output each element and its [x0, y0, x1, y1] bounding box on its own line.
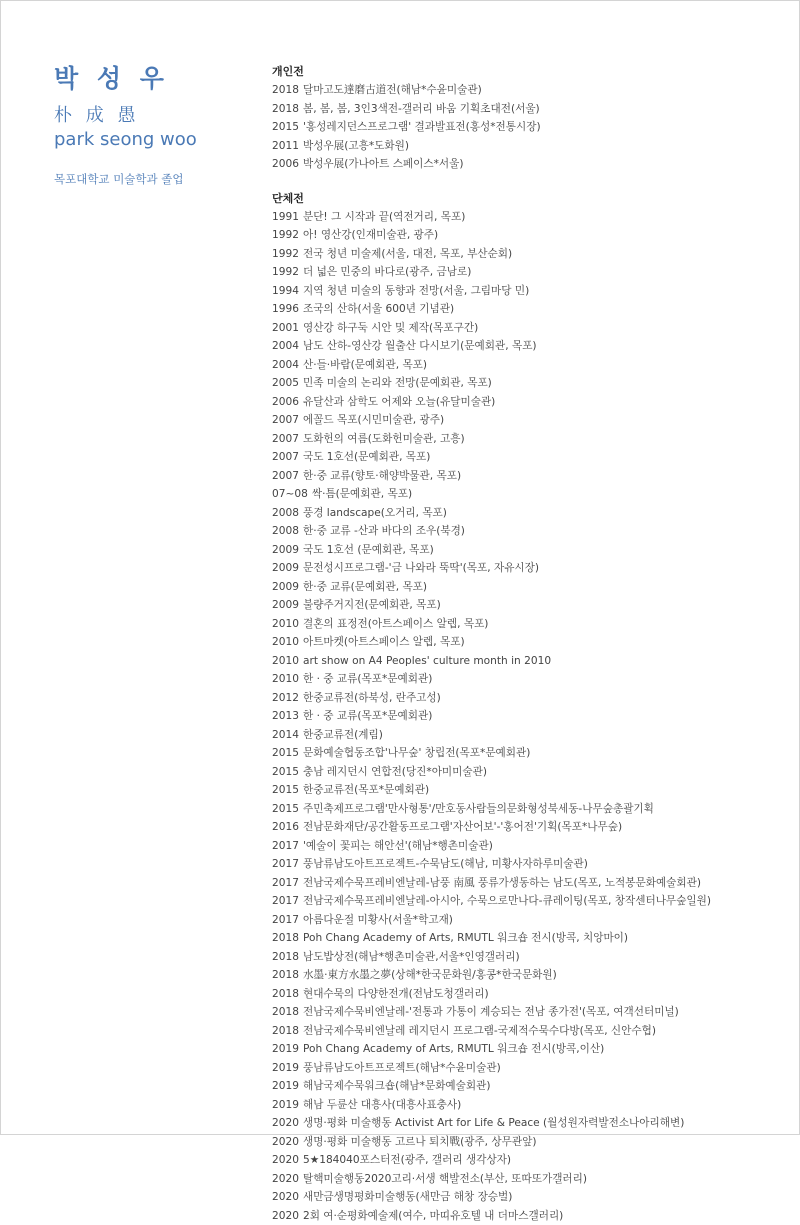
exhibition-year: 2015 [272, 800, 299, 819]
exhibition-entry [272, 800, 792, 819]
exhibition-year: 2007 [272, 430, 299, 449]
group-exhibitions-list [272, 208, 792, 1225]
exhibition-text: 조국의 산하(서울 600년 기념관) [303, 303, 454, 315]
exhibition-year: 2006 [272, 393, 299, 412]
exhibition-text: 한중교류전(목포*문예회관) [303, 784, 429, 796]
exhibition-text: 해남 두륜산 대흥사(대흥사표충사) [303, 1099, 461, 1111]
exhibition-text: 전남국제수묵프레비엔날레-남풍 南風 풍류가생동하는 남도(목포, 노적봉문화예술회관) [303, 877, 701, 889]
exhibition-entry [272, 226, 792, 245]
exhibition-text: 생명·평화 미술행동 고르나 퇴치戰(광주, 상무관앞) [303, 1136, 537, 1148]
exhibition-year: 2018 [272, 966, 299, 985]
artist-name-korean: 박 성 우 [54, 64, 254, 94]
exhibition-year: 2019 [272, 1059, 299, 1078]
exhibition-year: 2009 [272, 596, 299, 615]
exhibition-entry [272, 1040, 792, 1059]
exhibition-year: 2009 [272, 578, 299, 597]
exhibition-entry [272, 448, 792, 467]
exhibition-text: 새만금생명평화미술행동(새만금 해창 장승벌) [303, 1191, 512, 1203]
exhibition-text: 충남 레지던시 연합전(당진*아미미술관) [303, 766, 487, 778]
exhibition-year: 2010 [272, 652, 299, 671]
exhibition-year: 2017 [272, 892, 299, 911]
exhibition-text: 더 넓은 민중의 바다로(광주, 금남로) [303, 266, 471, 278]
exhibition-text: 전남문화재단/공간활동프로그램'자산어보'-'홍어전'기획(목포*나무숲) [303, 821, 622, 833]
exhibition-entry [272, 1188, 792, 1207]
exhibition-entry [272, 504, 792, 523]
exhibition-entry [272, 155, 792, 174]
exhibition-entry [272, 81, 792, 100]
exhibition-year: 2010 [272, 633, 299, 652]
exhibition-year: 2013 [272, 707, 299, 726]
exhibition-year: 2018 [272, 81, 299, 100]
exhibition-year: 2016 [272, 818, 299, 837]
exhibition-entry [272, 985, 792, 1004]
exhibition-text: 한·중 교류(향토·해양박물관, 목포) [303, 470, 461, 482]
exhibition-text: 산·들·바람(문예회관, 목포) [303, 359, 427, 371]
exhibition-entry [272, 485, 792, 504]
exhibition-text: 영산강 하구둑 시안 및 제작(목포구간) [303, 322, 478, 334]
exhibition-text: 한중교류전(하북성, 란주고성) [303, 692, 441, 704]
exhibition-entry [272, 596, 792, 615]
exhibition-entry [272, 1133, 792, 1152]
exhibition-text: 문화예술협동조합'나무숲' 창립전(목포*문예회관) [303, 747, 530, 759]
exhibition-text: 풍남류남도아트프로젝트(해남*수윤미술관) [303, 1062, 501, 1074]
exhibition-text: 전남국제수묵비엔날레 레지던시 프로그램-국제적수묵수다방(목포, 신안수협) [303, 1025, 656, 1037]
exhibition-text: 결혼의 표정전(아트스페이스 알렙, 목포) [303, 618, 488, 630]
exhibition-entry [272, 559, 792, 578]
exhibition-entry [272, 1114, 792, 1133]
exhibition-entry [272, 522, 792, 541]
exhibition-text: 한중교류전(계림) [303, 729, 383, 741]
exhibition-entry [272, 467, 792, 486]
exhibition-entry [272, 263, 792, 282]
exhibition-entry [272, 818, 792, 837]
exhibition-text: 현대수묵의 다양한전개(전남도청갤러리) [303, 988, 489, 1000]
exhibition-text: 한 · 중 교류(목포*문예회관) [303, 673, 432, 685]
exhibition-text: 국도 1호선(문예회관, 목포) [303, 451, 430, 463]
exhibition-entry [272, 245, 792, 264]
exhibition-text: 달마고도達磨古道전(해남*수윤미술관) [303, 84, 482, 96]
exhibition-year: 2007 [272, 448, 299, 467]
exhibition-entry [272, 374, 792, 393]
exhibition-entry [272, 541, 792, 560]
exhibition-text: 남도밥상전(해남*행촌미술관,서울*인영갤러리) [303, 951, 520, 963]
exhibition-text: Poh Chang Academy of Arts, RMUTL 워크숍 전시(방콕,이산) [303, 1043, 604, 1055]
exhibition-year: 2004 [272, 356, 299, 375]
exhibition-text: 水墨·東方水墨之夢(상해*한국문화원/홍콩*한국문화원) [303, 969, 557, 981]
exhibition-entry [272, 689, 792, 708]
exhibition-text: 불량주거지전(문예회관, 목포) [303, 599, 441, 611]
exhibition-year: 2019 [272, 1077, 299, 1096]
solo-exhibitions-list [272, 81, 792, 174]
exhibition-text: 에꼴드 목포(시민미술관, 광주) [303, 414, 444, 426]
exhibition-text: 주민축제프로그램'만사형통'/만호동사람들의문화형성북세동-나무숲총괄기획 [303, 803, 654, 815]
exhibition-year: 2017 [272, 874, 299, 893]
exhibition-entry [272, 1003, 792, 1022]
exhibition-year: 07~08 [272, 485, 308, 504]
exhibition-year: 2015 [272, 118, 299, 137]
exhibition-entry [272, 892, 792, 911]
exhibition-text: 해남국제수묵워크숍(해남*문화예술회관) [303, 1080, 491, 1092]
exhibition-year: 1994 [272, 282, 299, 301]
exhibition-year: 2009 [272, 559, 299, 578]
exhibition-entry [272, 726, 792, 745]
exhibition-year: 2015 [272, 781, 299, 800]
exhibition-text: 남도 산하-영산강 월출산 다시보기(문예회관, 목포) [303, 340, 537, 352]
exhibition-entry [272, 356, 792, 375]
exhibition-year: 2011 [272, 137, 299, 156]
exhibition-year: 1992 [272, 226, 299, 245]
exhibition-text: 분단! 그 시작과 끝(역전거리, 목포) [303, 211, 465, 223]
exhibition-entry [272, 118, 792, 137]
exhibition-entry [272, 300, 792, 319]
artist-name-english: park seong woo [54, 129, 254, 151]
exhibition-year: 2019 [272, 1096, 299, 1115]
exhibition-year: 2018 [272, 1022, 299, 1041]
exhibition-entry [272, 1207, 792, 1225]
exhibition-text: 탈핵미술행동2020고리·서생 핵발전소(부산, 또따또가갤러리) [303, 1173, 587, 1185]
exhibition-entry [272, 137, 792, 156]
exhibition-year: 2018 [272, 1003, 299, 1022]
exhibition-year: 1991 [272, 208, 299, 227]
exhibition-text: 전국 청년 미술제(서울, 대전, 목포, 부산순회) [303, 248, 512, 260]
exhibition-year: 2007 [272, 467, 299, 486]
exhibition-year: 1992 [272, 245, 299, 264]
exhibition-year: 2020 [272, 1114, 299, 1133]
exhibition-entry [272, 652, 792, 671]
exhibition-year: 2020 [272, 1170, 299, 1189]
exhibition-text: 유달산과 삼학도 어제와 오늘(유달미술관) [303, 396, 495, 408]
exhibition-text: 민족 미술의 논리와 전망(문예회관, 목포) [303, 377, 492, 389]
exhibition-entry [272, 430, 792, 449]
exhibition-text: 5★184040포스터전(광주, 갤러리 생각상자) [303, 1154, 511, 1166]
exhibition-entry [272, 1170, 792, 1189]
exhibition-entry [272, 948, 792, 967]
exhibition-year: 2010 [272, 670, 299, 689]
exhibition-entry [272, 707, 792, 726]
exhibition-text: 2회 여·순평화예술제(여수, 마띠유호텔 내 더마스갤러리) [303, 1210, 563, 1222]
exhibition-year: 2019 [272, 1040, 299, 1059]
exhibition-text: 전남국제수묵비엔날레-'전통과 가통이 계승되는 전남 종가전'(목포, 여객선터미널) [303, 1006, 679, 1018]
exhibition-year: 1992 [272, 263, 299, 282]
exhibition-text: 한 · 중 교류(목포*문예회관) [303, 710, 432, 722]
exhibition-year: 2018 [272, 985, 299, 1004]
exhibition-entry [272, 1096, 792, 1115]
exhibition-entry [272, 763, 792, 782]
exhibition-entry [272, 633, 792, 652]
exhibition-year: 2020 [272, 1151, 299, 1170]
exhibition-year: 2015 [272, 763, 299, 782]
exhibition-year: 2001 [272, 319, 299, 338]
exhibition-text: Poh Chang Academy of Arts, RMUTL 워크숍 전시(방콕, 치앙마이) [303, 932, 628, 944]
exhibition-entry [272, 208, 792, 227]
exhibition-year: 2007 [272, 411, 299, 430]
exhibition-text: 도화헌의 여름(도화헌미술관, 고흥) [303, 433, 465, 445]
exhibition-text: art show on A4 Peoples' culture month in 2010 [303, 655, 551, 667]
exhibition-text: '예술이 꽃피는 해안선'(해남*행촌미술관) [303, 840, 493, 852]
exhibition-history [272, 64, 792, 1225]
exhibition-text: 아름다운절 미황사(서울*학고재) [303, 914, 453, 926]
exhibition-year: 2006 [272, 155, 299, 174]
exhibition-entry [272, 744, 792, 763]
exhibition-entry [272, 1151, 792, 1170]
exhibition-entry [272, 282, 792, 301]
exhibition-year: 2008 [272, 522, 299, 541]
exhibition-year: 2010 [272, 615, 299, 634]
exhibition-entry [272, 929, 792, 948]
exhibition-year: 1996 [272, 300, 299, 319]
exhibition-text: 봄, 봄, 봄, 3인3색전-갤러리 바움 기획초대전(서울) [303, 103, 540, 115]
exhibition-text: 전남국제수묵프레비엔날레-아시아, 수묵으로만나다-큐레이팅(목포, 창작센터나무숲일원) [303, 895, 711, 907]
exhibition-entry [272, 319, 792, 338]
exhibition-entry [272, 393, 792, 412]
group-exhibitions-title: 단체전 [272, 191, 792, 207]
exhibition-text: 국도 1호선 (문예회관, 목포) [303, 544, 434, 556]
exhibition-text: 아트마켓(아트스페이스 알렙, 목포) [303, 636, 465, 648]
exhibition-year: 2017 [272, 911, 299, 930]
exhibition-entry [272, 874, 792, 893]
exhibition-year: 2018 [272, 100, 299, 119]
exhibition-entry [272, 1077, 792, 1096]
exhibition-entry [272, 615, 792, 634]
exhibition-entry [272, 100, 792, 119]
exhibition-text: 싹·틈(문예회관, 목포) [312, 488, 412, 500]
exhibition-entry [272, 911, 792, 930]
exhibition-text: 풍경 landscape(오거리, 목포) [303, 507, 447, 519]
exhibition-entry [272, 781, 792, 800]
exhibition-year: 2009 [272, 541, 299, 560]
exhibition-text: 한·중 교류 -산과 바다의 조우(북경) [303, 525, 465, 537]
exhibition-entry [272, 1059, 792, 1078]
education-text: 목포대학교 미술학과 졸업 [54, 171, 254, 187]
exhibition-text: 박성우展(고흥*도화원) [303, 140, 409, 152]
exhibition-year: 2012 [272, 689, 299, 708]
exhibition-year: 2015 [272, 744, 299, 763]
exhibition-entry [272, 670, 792, 689]
exhibition-text: 박성우展(가나아트 스페이스*서울) [303, 158, 464, 170]
exhibition-text: 풍남류남도아트프로젝트-수묵남도(해남, 미황사자하루미술관) [303, 858, 588, 870]
exhibition-entry [272, 966, 792, 985]
exhibition-year: 2020 [272, 1133, 299, 1152]
exhibition-year: 2020 [272, 1188, 299, 1207]
exhibition-entry [272, 411, 792, 430]
exhibition-entry [272, 1022, 792, 1041]
exhibition-entry [272, 855, 792, 874]
solo-exhibitions-title: 개인전 [272, 64, 792, 80]
exhibition-text: '홍성레지던스프로그램' 결과발표전(홍성*전통시장) [303, 121, 541, 133]
exhibition-entry [272, 337, 792, 356]
exhibition-year: 2020 [272, 1207, 299, 1225]
exhibition-year: 2005 [272, 374, 299, 393]
exhibition-year: 2017 [272, 837, 299, 856]
exhibition-year: 2004 [272, 337, 299, 356]
artist-name-hanja: 朴 成 愚 [54, 105, 254, 127]
exhibition-year: 2014 [272, 726, 299, 745]
exhibition-text: 한·중 교류(문예회관, 목포) [303, 581, 427, 593]
exhibition-entry [272, 837, 792, 856]
artist-profile [54, 64, 254, 187]
exhibition-year: 2017 [272, 855, 299, 874]
exhibition-text: 문전성시프로그램-'금 나와라 뚝딱'(목포, 자유시장) [303, 562, 539, 574]
exhibition-year: 2008 [272, 504, 299, 523]
exhibition-year: 2018 [272, 948, 299, 967]
exhibition-text: 아! 영산강(인재미술관, 광주) [303, 229, 438, 241]
exhibition-text: 생명·평화 미술행동 Activist Art for Life & Peace (월성원자력발전소나아리해변) [303, 1117, 684, 1129]
exhibition-text: 지역 청년 미술의 동향과 전망(서울, 그림마당 민) [303, 285, 529, 297]
exhibition-entry [272, 578, 792, 597]
exhibition-year: 2018 [272, 929, 299, 948]
